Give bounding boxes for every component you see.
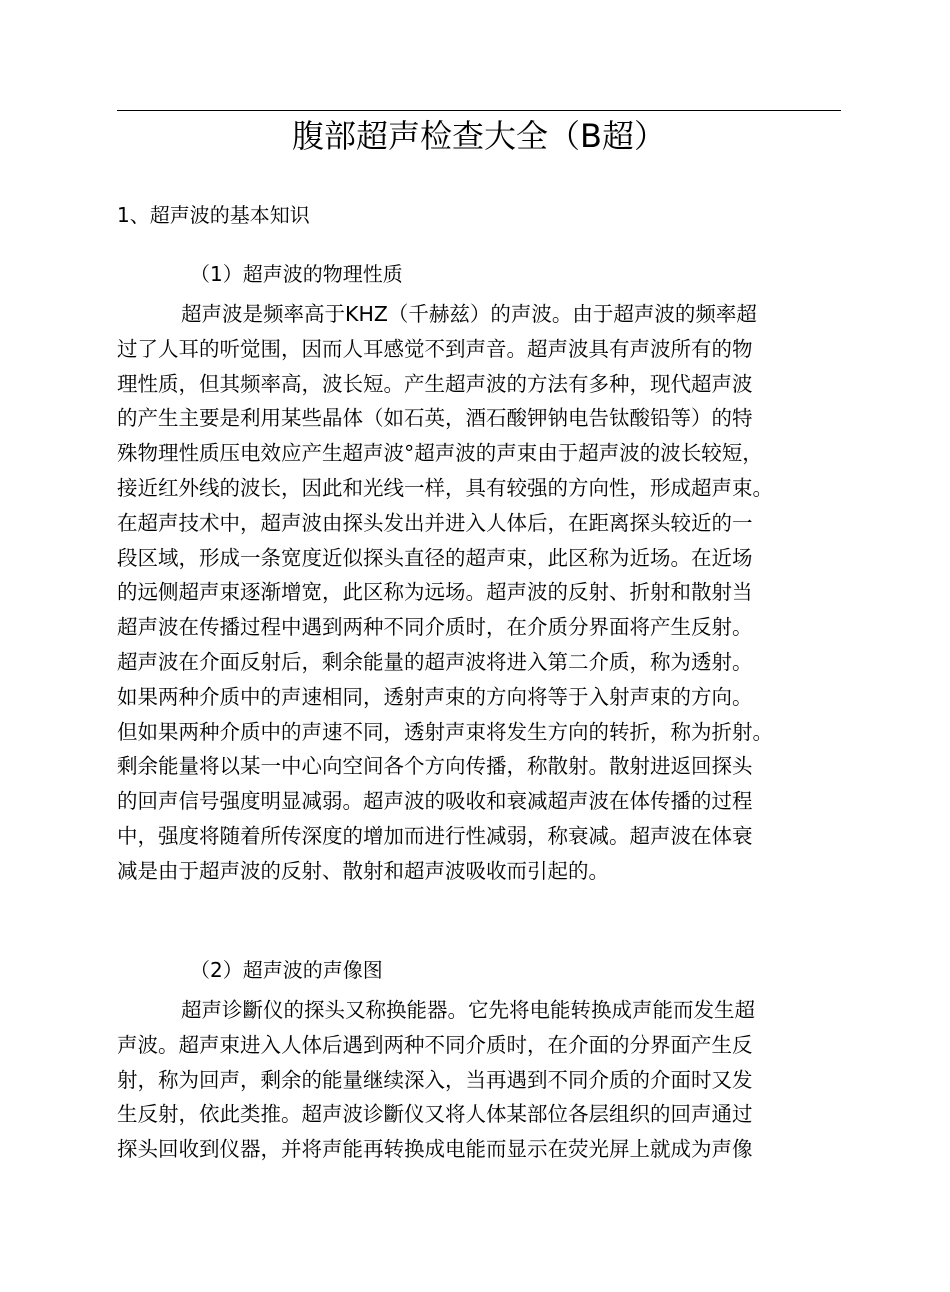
paragraph-line: 减是由于超声波的反射、散射和超声波吸收而引起的。	[117, 858, 609, 883]
document-title: 腹部超声检查大全（B超）	[292, 117, 666, 155]
paragraph-line: 剩余能量将以某一中心向空间各个方向传播，称散射。散射进返回探头	[117, 754, 753, 779]
paragraph-line: 探头回收到仪器，并将声能再转换成电能而显示在荧光屏上就成为声像	[117, 1137, 753, 1162]
paragraph-physics	[117, 297, 857, 889]
paragraph-line: 超声波在介面反射后，剩余能量的超声波将进入第二介质，称为透射。	[117, 649, 753, 674]
paragraph-line: 声波。超声束进入人体后遇到两种不同介质时，在介面的分界面产生反	[117, 1032, 753, 1057]
header-rule	[117, 110, 841, 111]
paragraph-sonogram	[117, 993, 857, 1167]
paragraph-line: 射，称为回声，剩余的能量继续深入，当再遇到不同介质的介面时又发	[117, 1067, 753, 1092]
paragraph-line: 但如果两种介质中的声速不同，透射声束将发生方向的转折，称为折射。	[117, 719, 773, 744]
paragraph-line: 的回声信号强度明显减弱。超声波的吸收和衰减超声波在体传播的过程	[117, 789, 753, 814]
subsection-heading-image: （2）超声波的声像图	[190, 958, 383, 982]
paragraph-line: 的远侧超声束逐渐增宽，此区称为远场。超声波的反射、折射和散射当	[117, 580, 753, 605]
paragraph-line: 段区域，形成一条宽度近似探头直径的超声束，此区称为近场。在近场	[117, 545, 753, 570]
paragraph-line: 殊物理性质压电效应产生超声波°超声波的声束由于超声波的波长较短，	[117, 441, 763, 466]
paragraph-line: 超声波在传播过程中遇到两种不同介质时，在介质分界面将产生反射。	[117, 615, 753, 640]
paragraph-line: 的产生主要是利用某些晶体（如石英，酒石酸钾钠电告钛酸铅等）的特	[117, 406, 753, 431]
paragraph-line: 如果两种介质中的声速相同，透射声束的方向将等于入射声束的方向。	[117, 684, 753, 709]
paragraph-line: 生反射，依此类推。超声波诊斷仪又将人体某部位各层组织的回声通过	[117, 1102, 753, 1127]
paragraph-line: 理性质，但其频率高，波长短。产生超声波的方法有多种，现代超声波	[117, 371, 753, 396]
subsection-heading-physics: （1）超声波的物理性质	[190, 262, 403, 286]
section-heading: 1、超声波的基本知识	[117, 203, 310, 227]
paragraph-line: 超声诊斷仪的探头又称换能器。它先将电能转换成声能而发生超	[181, 998, 755, 1022]
paragraph-line: 超声波是频率高于KHZ（千赫兹）的声波。由于超声波的频率超	[181, 302, 757, 326]
paragraph-line: 接近红外线的波长，因此和光线一样，具有较强的方向性，形成超声束。	[117, 475, 773, 500]
paragraph-line: 过了人耳的听觉围，因而人耳感觉不到声音。超声波具有声波所有的物	[117, 336, 753, 361]
paragraph-line: 在超声技术中，超声波由探头发出并进入人体后，在距离探头较近的一	[117, 510, 753, 535]
paragraph-line: 中，强度将随着所传深度的增加而进行性减弱，称衰减。超声波在体衰	[117, 823, 753, 848]
